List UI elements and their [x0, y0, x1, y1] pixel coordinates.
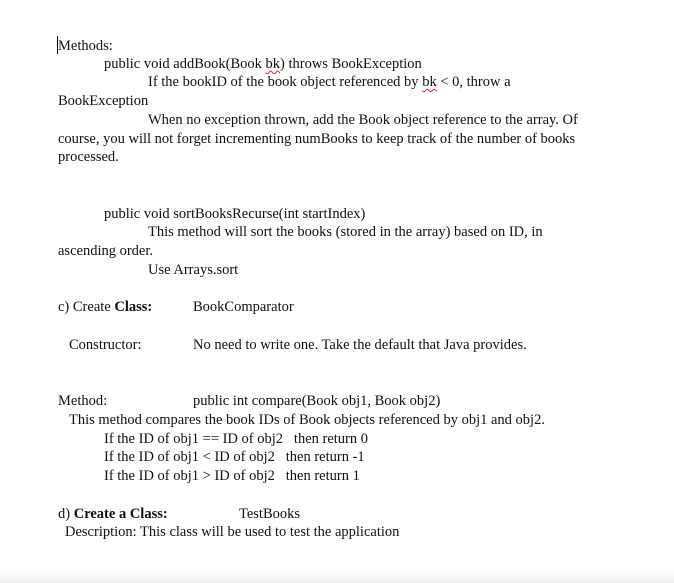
section-d-class-name: TestBooks — [239, 506, 301, 522]
addbook-line5: processed. — [58, 149, 119, 165]
constructor-label: Constructor: — [69, 337, 142, 353]
page-bottom-edge — [0, 571, 674, 583]
text: < 0, throw a — [436, 74, 511, 90]
sort-signature: public void sortBooksRecurse(int startIndex) — [104, 206, 366, 222]
section-c-class-name: BookComparator — [193, 299, 294, 315]
addbook-line3: When no exception thrown, add the Book object reference to the array. Of — [148, 112, 578, 128]
rule-less: If the ID of obj1 < ID of obj2 then return -1 — [104, 449, 365, 465]
section-d-description: Description: This class will be used to test the application — [65, 524, 400, 540]
section-c-heading — [58, 298, 152, 316]
text: c) Create — [58, 299, 115, 315]
sort-line3: Use Arrays.sort — [148, 262, 239, 278]
constructor-text: No need to write one. Take the default that Java provides. — [193, 337, 527, 353]
method-signature: public int compare(Book obj1, Book obj2) — [193, 393, 441, 409]
spelling-flagged-word: bk — [422, 74, 437, 90]
text: d) — [58, 506, 74, 522]
sort-line2: ascending order. — [58, 243, 154, 259]
text: Class: — [114, 299, 153, 315]
method-description: This method compares the book IDs of Book objects referenced by obj1 and obj2. — [69, 412, 545, 428]
sort-line1: This method will sort the books (stored in the array) based on ID, in — [148, 224, 543, 240]
addbook-signature — [104, 55, 422, 73]
section-d-heading — [58, 505, 168, 523]
addbook-line4: course, you will not forget incrementing numBooks to keep track of the number of books — [58, 131, 576, 147]
text: ) throws BookException — [280, 56, 422, 72]
spelling-flagged-word: bk — [265, 56, 281, 72]
method-label: Method: — [58, 393, 108, 409]
rule-greater: If the ID of obj1 > ID of obj2 then return 1 — [104, 468, 360, 484]
rule-equal: If the ID of obj1 == ID of obj2 then return 0 — [104, 431, 369, 447]
text: public void addBook(Book — [104, 56, 266, 72]
addbook-line2: BookException — [58, 93, 149, 109]
text: Create a Class: — [73, 506, 168, 522]
addbook-line1 — [148, 73, 511, 91]
text: If the bookID of the book object referenced by — [148, 74, 423, 90]
methods-heading: Methods: — [58, 38, 113, 54]
